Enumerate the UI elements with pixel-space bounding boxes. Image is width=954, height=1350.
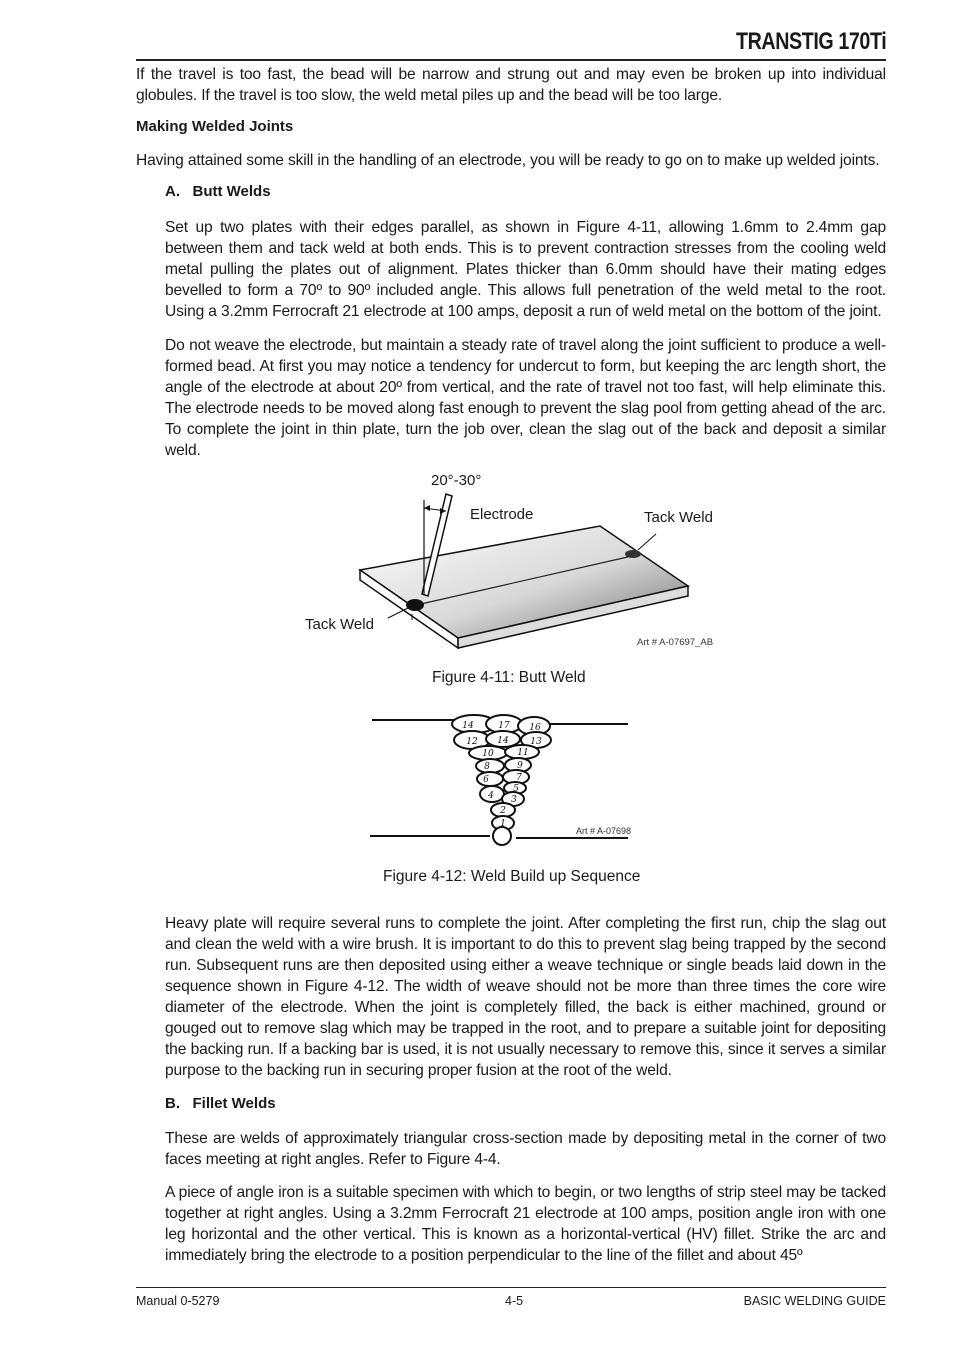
bead-label-2: 2	[500, 806, 506, 816]
bead-label-1: 1	[500, 819, 506, 829]
fillet-welds-para1: These are welds of approximately triangular cross-section made by depositing metal in the corner of two faces meeting at right angles. Refer to Figure 4-4.	[165, 1130, 886, 1168]
tack-weld-left-mark	[406, 599, 424, 611]
bead-label-14: 14	[462, 721, 474, 731]
intro-paragraph: If the travel is too fast, the bead will be narrow and strung out and may even be broken up into individual globules. If the travel is too slow, the weld metal piles up and the bead will be too large.	[136, 66, 886, 104]
bead-label-10: 10	[482, 749, 494, 759]
bead-label-14b: 14	[497, 736, 509, 746]
electrode-label: Electrode	[470, 506, 534, 523]
bead-label-11: 11	[517, 748, 529, 758]
header-rule	[136, 59, 886, 61]
tack-weld-right-label: Tack Weld	[644, 509, 713, 526]
art-number-4-12: Art # A-07698	[576, 826, 632, 836]
bead-label-17: 17	[498, 721, 510, 731]
bead-8	[476, 759, 504, 773]
header-title: TRANSTIG 170Ti	[735, 28, 886, 55]
footer-guide-title: BASIC WELDING GUIDE	[743, 1294, 886, 1308]
bead-label-7: 7	[516, 773, 522, 783]
figure-4-12-caption: Figure 4-12: Weld Build up Sequence	[383, 868, 641, 885]
angle-label: 20°-30°	[431, 472, 482, 489]
bead-label-13: 13	[530, 737, 542, 747]
fillet-welds-heading: B. Fillet Welds	[165, 1095, 276, 1112]
section-intro: Having attained some skill in the handling of an electrode, you will be ready to go on to make up welded joints.	[136, 152, 880, 169]
bead-label-8: 8	[484, 762, 490, 772]
butt-welds-heading: A. Butt Welds	[165, 183, 271, 200]
bead-label-3: 3	[511, 795, 517, 805]
section-heading: Making Welded Joints	[136, 118, 294, 135]
art-number-4-11: Art # A-07697_AB	[637, 637, 714, 648]
butt-welds-para3: Heavy plate will require several runs to complete the joint. After completing the first run, chip the slag out and clean the weld with a wire brush. It is important to do this to prevent slag being trapped by the second run. Subsequent runs are then deposited using either a weave technique or single beads laid down in the sequence shown in Figure 4-12. The width of weave should not be more than three times the core wire diameter of the electrode. When the joint is completely filled, the back is either machined, ground or gouged out to remove slag which may be trapped in the root, and to prepare a suitable joint for depositing the backing run. If a backing bar is used, it is not usually necessary to remove this, since it serves a similar purpose to the backing run in securing proper fusion at the root of the weld.	[165, 915, 886, 1079]
bead-label-4: 4	[488, 791, 494, 801]
footer-rule	[136, 1287, 886, 1288]
tack-weld-right-mark	[625, 550, 641, 558]
root-bead	[493, 827, 511, 845]
figure-4-11-caption: Figure 4-11: Butt Weld	[432, 669, 586, 686]
tack-weld-left-label: Tack Weld	[305, 616, 374, 633]
butt-welds-para1: Set up two plates with their edges parallel, as shown in Figure 4-11, allowing 1.6mm to 2.4mm gap between them and tack weld at both ends. This is to prevent contraction stresses from the cooling weld metal pulling the plates out of alignment. Plates thicker than 6.0mm should have their mating edges bevelled to form a 70º to 90º included angle. This allows full penetration of the weld metal to the root. Using a 3.2mm Ferrocraft 21 electrode at 100 amps, deposit a run of weld metal on the bottom of the joint.	[165, 219, 886, 320]
bead-label-5: 5	[513, 784, 519, 794]
footer-manual-number: Manual 0-5279	[136, 1294, 220, 1308]
bead-6	[477, 772, 503, 786]
footer-page-number: 4-5	[505, 1294, 524, 1308]
bead-label-16: 16	[529, 723, 541, 733]
butt-welds-para2: Do not weave the electrode, but maintain a steady rate of travel along the joint sufficient to produce a well-formed bead. At first you may notice a tendency for undercut to form, but keeping the arc length short, the angle of the electrode at about 20º from vertical, and the rate of travel not too fast, will help eliminate this. The electrode needs to be moved along fast enough to prevent the slag pool from getting ahead of the arc. To complete the joint in thin plate, turn the job over, clean the slag out of the back and deposit a similar weld.	[165, 337, 886, 459]
fillet-welds-para2: A piece of angle iron is a suitable specimen with which to begin, or two lengths of strip steel may be tacked together at right angles. Using a 3.2mm Ferrocraft 21 electrode at 100 amps, position angle iron with one leg horizontal and the other vertical. This is known as a horizontal-vertical (HV) fillet. Strike the arc and immediately bring the electrode to a position perpendicular to the line of the fillet and about 45º	[165, 1184, 886, 1264]
bead-label-12: 12	[466, 737, 478, 747]
bead-label-6: 6	[483, 775, 489, 785]
bead-label-9: 9	[517, 761, 523, 771]
